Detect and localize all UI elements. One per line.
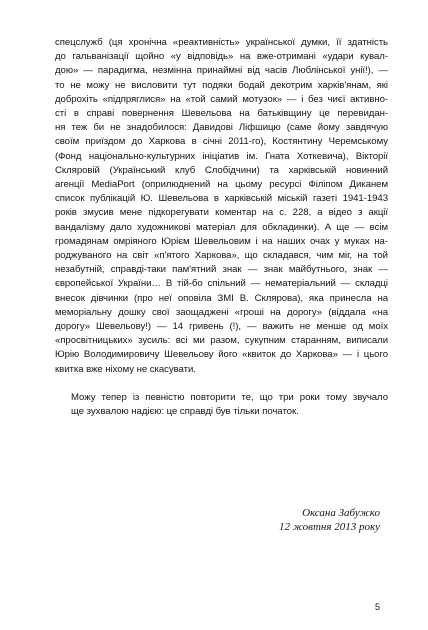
text-line: європейської України… В тій-бо спільний — нематеріальний — складці bbox=[55, 278, 388, 290]
text-line: Юрію Володимировичу Шевельову його «квиток до Харкова» — і цього bbox=[55, 349, 388, 361]
paragraph bbox=[55, 391, 388, 419]
text-line: ще зухвалою надією: це справді був тільки початок. bbox=[71, 406, 299, 418]
text-line: Можу тепер із певністю повторити те, що три роки тому звучало bbox=[71, 391, 388, 403]
text-line: доброхіть «підпряглися» на «той самий мотузок» — і без чиєї активно- bbox=[55, 93, 388, 105]
text-line: незабутній, справді-таки пам'ятний знак — знак майбутнього, знак — bbox=[55, 264, 388, 276]
text-line: Скляровій (Український клуб Слобідчини) та харківській новинний bbox=[55, 164, 388, 176]
signature-date: 12 жовтня 2013 року bbox=[278, 521, 380, 533]
text-line: роджуваного на світ «п'ятого Харкова», що складався, чим міг, на той bbox=[55, 250, 388, 262]
text-line: меморіальну дошку свої заощаджені «гроші на дорогу» (віддала «на bbox=[55, 306, 388, 318]
text-line: вандалізму дало художникові матеріал для обкладинки). А ще — всім bbox=[55, 221, 388, 233]
text-line: громадянам омріяного Юрієм Шевельовим і на наших очах у муках на- bbox=[55, 235, 388, 247]
text-line: дою» — парадигма, незмінна принаймні від часів Люблінської унії!), — bbox=[55, 65, 388, 77]
text-line: до гальванізації щойно «у відповідь» на вже-отримані «удари кувал- bbox=[55, 51, 388, 63]
text-line: своїм приїздом до Харкова в січні 2011-го), Костянтину Черемському bbox=[55, 136, 388, 148]
text-line: ня теж би не знадобилося: Давидові Ліфшицю (саме йому завдячую bbox=[55, 122, 388, 134]
text-line: (Фонд національно-культурних ініціатив ім. Гната Хоткевича), Вікторії bbox=[55, 150, 388, 162]
text-line: список публікацій Ю. Шевельова в харківській міській газеті 1941-1943 bbox=[55, 193, 388, 205]
text-line: спецслужб (ця хронічна «реактивність» української думки, її здатність bbox=[55, 37, 388, 48]
text-line: агенції MediaPort (оприлюднений на цьому ресурсі Філіпом Диканем bbox=[55, 179, 388, 191]
paragraph bbox=[55, 36, 388, 377]
text-line: то не можу не висловити тут подяки бодай декотрим харків'янам, які bbox=[55, 79, 388, 91]
text-line: квитка вже ніхому не скасувати. bbox=[55, 363, 196, 375]
body-text bbox=[55, 36, 388, 419]
text-line: років змусив мене підкорегувати коментар на с. 228, а відео з акції bbox=[55, 207, 388, 219]
text-line: сті в справі повернення Шевельова на батьківщину це перевидан- bbox=[55, 108, 388, 120]
text-line: дорогу» Шевельову!) — 14 гривень (!), — важить не менше од моїх bbox=[55, 321, 388, 333]
page-number: 5 bbox=[374, 602, 380, 612]
signature-author: Оксана Забужко bbox=[302, 507, 380, 519]
text-line: внесок дівчинки (про неї оповіла ЗМІ В. Склярова), яка принесла на bbox=[55, 292, 388, 304]
signature-block bbox=[160, 506, 380, 534]
text-line: «просвітницьких» зусиль: всі ми разом, сукупним старанням, виписали bbox=[55, 335, 388, 347]
